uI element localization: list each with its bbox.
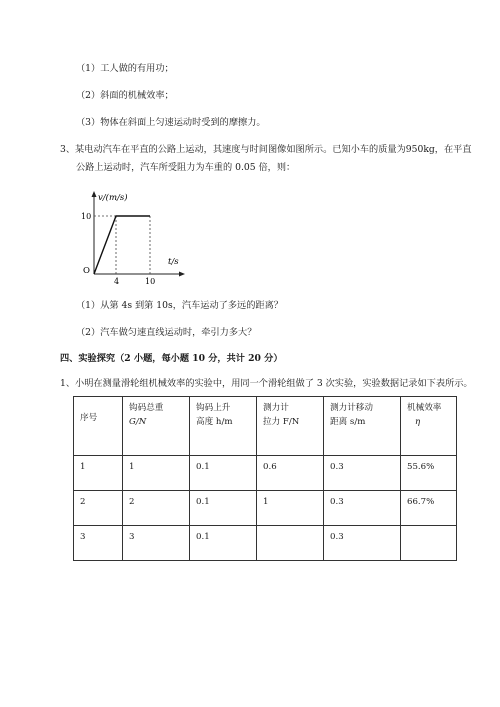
y-axis-label: v/(m/s): [98, 193, 128, 203]
header-cell: 钩码总重 G/N: [123, 397, 190, 456]
header-cell: 测力计 拉力 F/N: [257, 397, 324, 456]
table-cell: 66.7%: [401, 491, 457, 526]
table-cell: 3: [74, 526, 123, 561]
q3-part-2: （2）汽车做匀速直线运动时，牵引力多大？: [76, 327, 257, 338]
x-tick-label-4: 4: [114, 277, 120, 286]
q3-text-line1: 3、某电动汽车在平直的公路上运动，其速度与时间图像如图所示。已知小车的质量为950kg，在平直: [60, 144, 472, 155]
x-axis-label: t/s: [168, 257, 179, 267]
table-cell: 0.3: [324, 456, 401, 491]
table-cell: 2: [74, 491, 123, 526]
header-cell: 序号: [74, 397, 123, 456]
table-cell: 3: [123, 526, 190, 561]
header-cell: 机械效率 η: [401, 397, 457, 456]
y-tick-label: 10: [81, 212, 92, 221]
header-cell: 测力计移动 距离 s/m: [324, 397, 401, 456]
table-cell: [401, 526, 457, 561]
q2-part-3: （3）物体在斜面上匀速运动时受到的摩擦力。: [76, 117, 266, 128]
table-cell: [257, 526, 324, 561]
table-cell: 0.1: [190, 526, 257, 561]
q2-part-2: （2）斜面的机械效率；: [76, 90, 174, 101]
table-cell: 55.6%: [401, 456, 457, 491]
table-row: [74, 456, 457, 491]
q2-part-1: （1）工人做的有用功；: [76, 63, 174, 74]
header-cell: 钩码上升 高度 h/m: [190, 397, 257, 456]
table-cell: 2: [123, 491, 190, 526]
table-row: [74, 491, 457, 526]
table-cell: 0.3: [324, 491, 401, 526]
table-cell: 1: [74, 456, 123, 491]
table-cell: 0.3: [324, 526, 401, 561]
table-cell: 0.1: [190, 456, 257, 491]
q3-part-1: （1）从第 4s 到第 10s，汽车运动了多远的距离？: [76, 300, 283, 311]
table-header-row: [74, 397, 457, 456]
velocity-series-line: [94, 216, 150, 274]
origin-label: O: [83, 266, 90, 276]
velocity-time-graph: [78, 190, 188, 286]
section4-heading: 四、实验探究（2 小题，每小题 10 分，共计 20 分）: [60, 353, 283, 364]
table-cell: 0.1: [190, 491, 257, 526]
experiment-data-table: [73, 396, 457, 561]
table-cell: 1: [257, 491, 324, 526]
table-cell: 0.6: [257, 456, 324, 491]
x-axis-arrow: [179, 272, 185, 277]
y-axis-arrow: [92, 191, 97, 197]
table-cell: 1: [123, 456, 190, 491]
q3-text-line2: 公路上运动时，汽车所受阻力为车重的 0.05 倍，则：: [76, 162, 296, 173]
x-tick-label-10: 10: [145, 277, 156, 286]
section4-q1-text: 1、小明在测量滑轮组机械效率的实验中，用同一个滑轮组做了 3 次实验，实验数据记录如下表所示。: [60, 378, 473, 389]
table-row: [74, 526, 457, 561]
